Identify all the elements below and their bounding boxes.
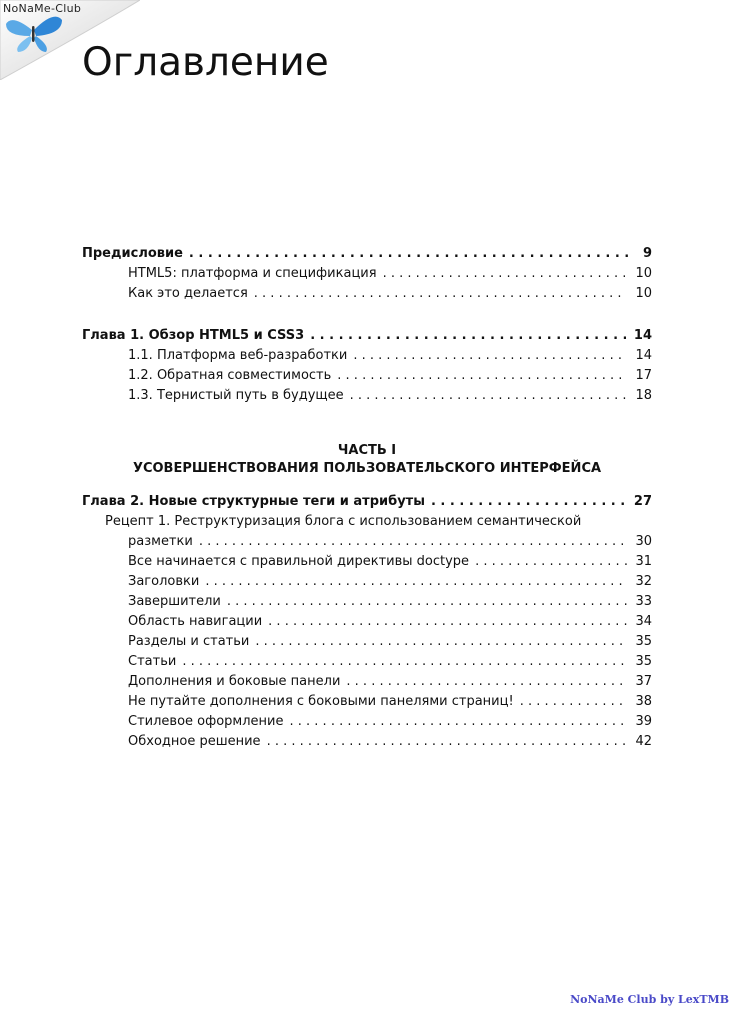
toc-entry-page: 18 bbox=[635, 388, 652, 403]
toc-entry-page: 10 bbox=[635, 266, 652, 281]
toc-entry-page: 30 bbox=[635, 534, 652, 549]
toc-entry-label: 1.3. Тернистый путь в будущее bbox=[128, 388, 344, 403]
dot-leader bbox=[290, 712, 628, 732]
part-number: ЧАСТЬ I bbox=[337, 443, 397, 458]
toc-entry[interactable] bbox=[82, 264, 652, 284]
toc-entry-label: Область навигации bbox=[128, 614, 263, 629]
toc-entry[interactable] bbox=[82, 366, 652, 386]
toc-entry[interactable] bbox=[82, 732, 652, 752]
toc-entry-label: 1.2. Обратная совместимость bbox=[128, 368, 332, 383]
toc-entry[interactable] bbox=[82, 612, 652, 632]
toc-entry[interactable] bbox=[82, 572, 652, 592]
toc-entry-page: 39 bbox=[635, 714, 652, 729]
toc-entry[interactable] bbox=[82, 346, 652, 366]
dot-leader bbox=[255, 632, 627, 652]
toc-entry-label: Статьи bbox=[128, 654, 177, 669]
dot-leader bbox=[337, 366, 627, 386]
dot-leader bbox=[310, 326, 626, 346]
toc-entry-label: Глава 2. Новые структурные теги и атрибуты bbox=[82, 494, 425, 509]
dot-leader bbox=[205, 572, 627, 592]
toc-entry-chapter-2[interactable] bbox=[82, 492, 652, 512]
toc-entry[interactable] bbox=[82, 284, 652, 304]
part-heading bbox=[82, 442, 652, 478]
part-title: УСОВЕРШЕНСТВОВАНИЯ ПОЛЬЗОВАТЕЛЬСКОГО ИНТЕРФЕЙСА bbox=[132, 461, 602, 476]
toc-entry-label: Разделы и статьи bbox=[128, 634, 250, 649]
toc-entry-label: Дополнения и боковые панели bbox=[128, 674, 341, 689]
toc-entry-label: Не путайте дополнения с боковыми панелями страниц! bbox=[128, 694, 514, 709]
toc-entry-recipe-1-line1[interactable]: Рецепт 1. Реструктуризация блога с использованием семантической bbox=[105, 514, 582, 529]
toc-entry-page: 33 bbox=[635, 594, 652, 609]
toc-entry[interactable] bbox=[82, 386, 652, 406]
dot-leader bbox=[199, 532, 628, 552]
toc-entry-page: 35 bbox=[635, 654, 652, 669]
watermark: NoNaMe Club by LexTMB bbox=[570, 993, 729, 1006]
toc-entry-preface[interactable] bbox=[82, 244, 652, 264]
toc-entry-page: 35 bbox=[635, 634, 652, 649]
toc-entry-page: 10 bbox=[635, 286, 652, 301]
toc-entry-page: 38 bbox=[635, 694, 652, 709]
toc-entry-label: Завершители bbox=[128, 594, 221, 609]
toc-entry-label: HTML5: платформа и спецификация bbox=[128, 266, 377, 281]
dot-leader bbox=[383, 264, 628, 284]
toc-entry-page: 27 bbox=[633, 494, 652, 509]
toc-entry-label: Заголовки bbox=[128, 574, 200, 589]
logo-text: NoNaMe-Club bbox=[3, 2, 82, 15]
page-title: Оглавление bbox=[82, 40, 329, 85]
dot-leader bbox=[520, 692, 628, 712]
toc-entry-label: Обходное решение bbox=[128, 734, 261, 749]
toc-entry-label: Предисловие bbox=[82, 246, 183, 261]
toc-entry-page: 34 bbox=[635, 614, 652, 629]
dot-leader bbox=[350, 386, 628, 406]
toc-entry-page: 17 bbox=[635, 368, 652, 383]
dot-leader bbox=[353, 346, 627, 366]
toc-entry[interactable] bbox=[82, 632, 652, 652]
dot-leader bbox=[346, 672, 627, 692]
toc-entry[interactable] bbox=[82, 592, 652, 612]
dot-leader bbox=[475, 552, 627, 572]
toc-entry-chapter-1[interactable] bbox=[82, 326, 652, 346]
toc-entry[interactable] bbox=[82, 552, 652, 572]
dot-leader bbox=[189, 244, 635, 264]
toc-entry-page: 9 bbox=[642, 246, 652, 261]
toc-entry-page: 37 bbox=[635, 674, 652, 689]
dot-leader bbox=[227, 592, 628, 612]
toc-entry-page: 32 bbox=[635, 574, 652, 589]
toc-entry-label: Глава 1. Обзор HTML5 и CSS3 bbox=[82, 328, 305, 343]
dot-leader bbox=[268, 612, 627, 632]
dot-leader bbox=[254, 284, 628, 304]
toc-entry-label: Все начинается с правильной директивы doctype bbox=[128, 554, 470, 569]
toc-entry-page: 42 bbox=[635, 734, 652, 749]
toc-entry[interactable] bbox=[82, 652, 652, 672]
toc-entry[interactable] bbox=[82, 692, 652, 712]
toc-entry[interactable] bbox=[82, 672, 652, 692]
toc-entry-label: разметки bbox=[128, 534, 193, 549]
toc-entry[interactable] bbox=[82, 712, 652, 732]
dot-leader bbox=[431, 492, 626, 512]
toc-entry-label: 1.1. Платформа веб-разработки bbox=[128, 348, 348, 363]
toc-entry-label: Стилевое оформление bbox=[128, 714, 284, 729]
toc-entry-page: 14 bbox=[633, 328, 652, 343]
toc-entry-label: Как это делается bbox=[128, 286, 248, 301]
dot-leader bbox=[267, 732, 628, 752]
dot-leader bbox=[182, 652, 627, 672]
toc-entry-recipe-1[interactable] bbox=[82, 532, 652, 552]
table-of-contents bbox=[82, 244, 652, 752]
toc-entry-page: 14 bbox=[635, 348, 652, 363]
toc-entry-page: 31 bbox=[635, 554, 652, 569]
